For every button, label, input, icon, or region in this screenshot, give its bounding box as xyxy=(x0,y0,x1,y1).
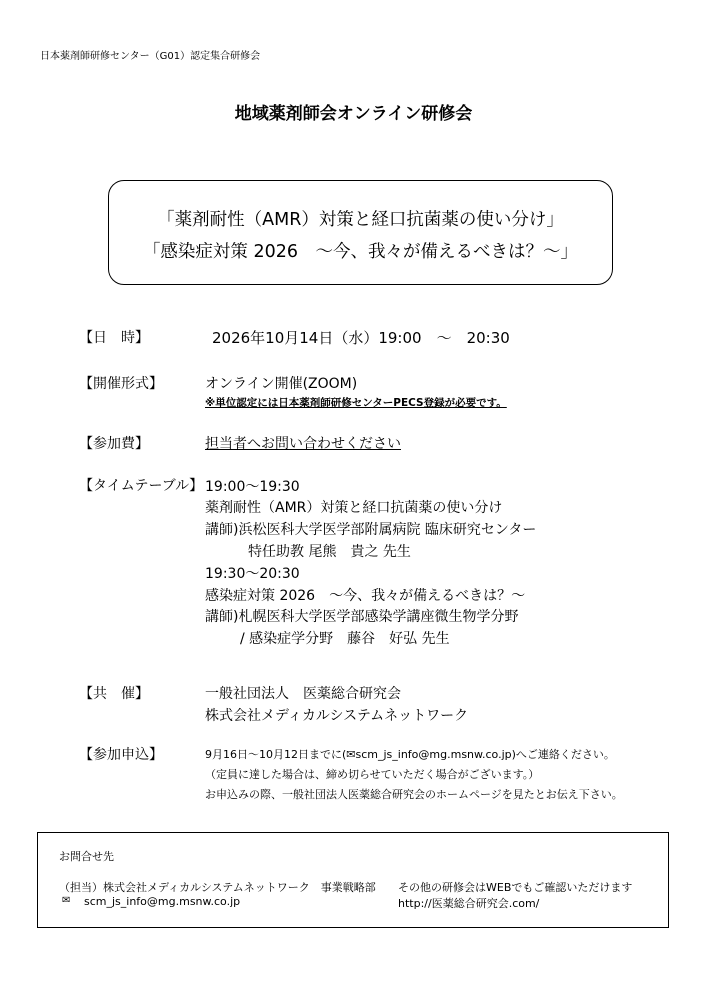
fee-value: 担当者へお問い合わせください xyxy=(205,436,401,452)
datetime-value: 2026年10月14日（水）19:00 ～ 20:30 xyxy=(212,329,510,347)
session1-title: 薬剤耐性（AMR）対策と経口抗菌薬の使い分け xyxy=(205,500,503,516)
session1-lecturer-name: 特任助教 尾熊 貴之 先生 xyxy=(248,544,411,560)
topic-title-1: 「薬剤耐性（AMR）対策と経口抗菌薬の使い分け」 xyxy=(157,210,564,230)
session1-time: 19:00～19:30 xyxy=(205,479,300,495)
pecs-note: ※単位認定には日本薬剤師研修センターPECS登録が必要です。 xyxy=(205,397,507,409)
mail-icon: ✉ xyxy=(62,895,71,906)
format-value: オンライン開催(ZOOM) xyxy=(205,376,358,392)
contact-box xyxy=(37,832,669,928)
session2-lecturer-affiliation: 講師)札幌医科大学医学部感染学講座微生物学分野 xyxy=(205,609,519,625)
contact-web-text: その他の研修会はWEBでもご確認いただけます xyxy=(398,881,633,894)
certification-line: 日本薬剤師研修センター（G01）認定集合研修会 xyxy=(40,51,261,62)
contact-heading: お問合せ先 xyxy=(59,850,114,863)
session2-time: 19:30～20:30 xyxy=(205,566,300,582)
application-deadline: 9月16日～10月12日までに(✉scm_js_info@mg.msnw.co.jp)へご連絡ください。 xyxy=(205,748,615,761)
session2-lecturer-name: / 感染症学分野 藤谷 好弘 先生 xyxy=(240,631,450,647)
application-capacity-note: （定員に達した場合は、締め切らせていただく場合がございます。） xyxy=(205,768,540,781)
application-referral-note: お申込みの際、一般社団法人医薬総合研究会のホームページを見たとお伝え下さい。 xyxy=(205,788,623,801)
contact-email[interactable]: scm_js_info@mg.msnw.co.jp xyxy=(84,895,241,908)
page-title: 地域薬剤師会オンライン研修会 xyxy=(234,104,473,124)
session1-lecturer-affiliation: 講師)浜松医科大学医学部附属病院 臨床研究センター xyxy=(205,522,537,538)
contact-person: （担当）株式会社メディカルシステムネットワーク 事業戦略部 xyxy=(59,881,376,894)
contact-web-url[interactable]: http://医薬総合研究会.com/ xyxy=(398,897,540,910)
session2-title: 感染症対策 2026 ～今、我々が備えるべきは？～ xyxy=(205,588,526,604)
topic-box xyxy=(108,180,613,285)
organizers-label: 【共 催】 xyxy=(79,686,149,702)
format-label: 【開催形式】 xyxy=(79,376,163,392)
fee-label: 【参加費】 xyxy=(79,436,149,452)
topic-title-2: 「感染症対策 2026 ～今、我々が備えるべきは？～」 xyxy=(142,242,579,262)
application-label: 【参加申込】 xyxy=(79,747,163,763)
datetime-label: 【日 時】 xyxy=(79,330,149,346)
organizer-1: 一般社団法人 医薬総合研究会 xyxy=(205,686,401,702)
organizer-2: 株式会社メディカルシステムネットワーク xyxy=(205,708,469,724)
timetable-label: 【タイムテーブル】 xyxy=(79,478,204,494)
